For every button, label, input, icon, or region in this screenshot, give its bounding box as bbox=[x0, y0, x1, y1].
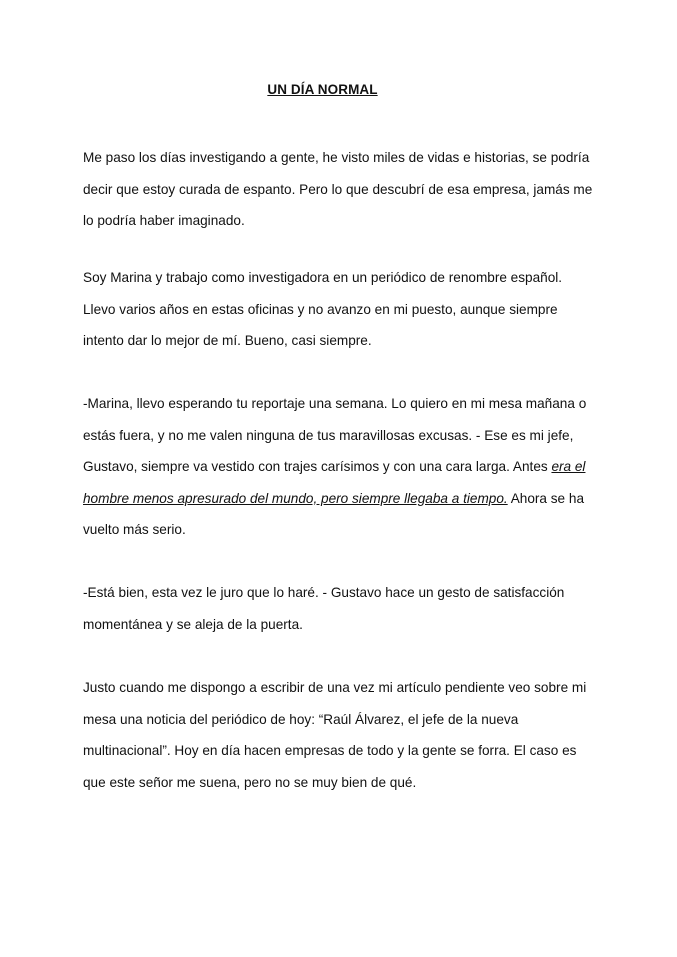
paragraph-line: mesa una noticia del periódico de hoy: “Raúl Álvarez, el jefe de la nueva bbox=[83, 711, 519, 727]
paragraph-line: vuelto más serio. bbox=[83, 522, 186, 537]
paragraph-line: Llevo varios años en estas oficinas y no avanzo en mi puesto, aunque siempre bbox=[83, 301, 558, 317]
paragraph-line: que este señor me suena, pero no se muy bien de qué. bbox=[83, 774, 417, 790]
paragraph-line: Me paso los días investigando a gente, he visto miles de vidas e historias, se podría bbox=[83, 150, 590, 165]
paragraph-line: momentánea y se aleja de la puerta. bbox=[83, 616, 303, 632]
document-title: UN DÍA NORMAL bbox=[267, 82, 378, 97]
paragraph-5 bbox=[83, 672, 603, 798]
paragraph-line bbox=[83, 483, 603, 515]
paragraph-line: multinacional”. Hoy en día hacen empresas de todo y la gente se forra. El caso es bbox=[83, 743, 577, 758]
paragraph-line bbox=[83, 451, 603, 483]
paragraph-line: lo podría haber imaginado. bbox=[83, 213, 245, 228]
emphasized-text: era el bbox=[551, 459, 586, 474]
paragraph-4 bbox=[83, 577, 603, 640]
paragraph-text: Gustavo, siempre va vestido con trajes carísimos y con una cara larga. Antes bbox=[83, 459, 552, 474]
paragraph-line: estás fuera, y no me valen ninguna de tus maravillosas excusas. - Ese es mi jefe, bbox=[83, 427, 574, 443]
paragraph-3 bbox=[83, 388, 603, 546]
paragraph-line: decir que estoy curada de espanto. Pero lo que descubrí de esa empresa, jamás me bbox=[83, 181, 593, 197]
paragraph-line: -Marina, llevo esperando tu reportaje una semana. Lo quiero en mi mesa mañana o bbox=[83, 396, 587, 411]
paragraph-line: -Está bien, esta vez le juro que lo haré. - Gustavo hace un gesto de satisfacción bbox=[83, 585, 565, 600]
paragraph-1 bbox=[83, 142, 603, 237]
paragraph-line: Justo cuando me dispongo a escribir de una vez mi artículo pendiente veo sobre mi bbox=[83, 680, 587, 695]
paragraph-line: Soy Marina y trabajo como investigadora en un periódico de renombre español. bbox=[83, 270, 563, 285]
emphasized-text: hombre menos apresurado del mundo, pero siempre llegaba a tiempo. bbox=[83, 490, 508, 506]
paragraph-text: Ahora se ha bbox=[507, 490, 585, 506]
paragraph-2 bbox=[83, 262, 603, 357]
paragraph-line: intento dar lo mejor de mí. Bueno, casi siempre. bbox=[83, 333, 372, 348]
